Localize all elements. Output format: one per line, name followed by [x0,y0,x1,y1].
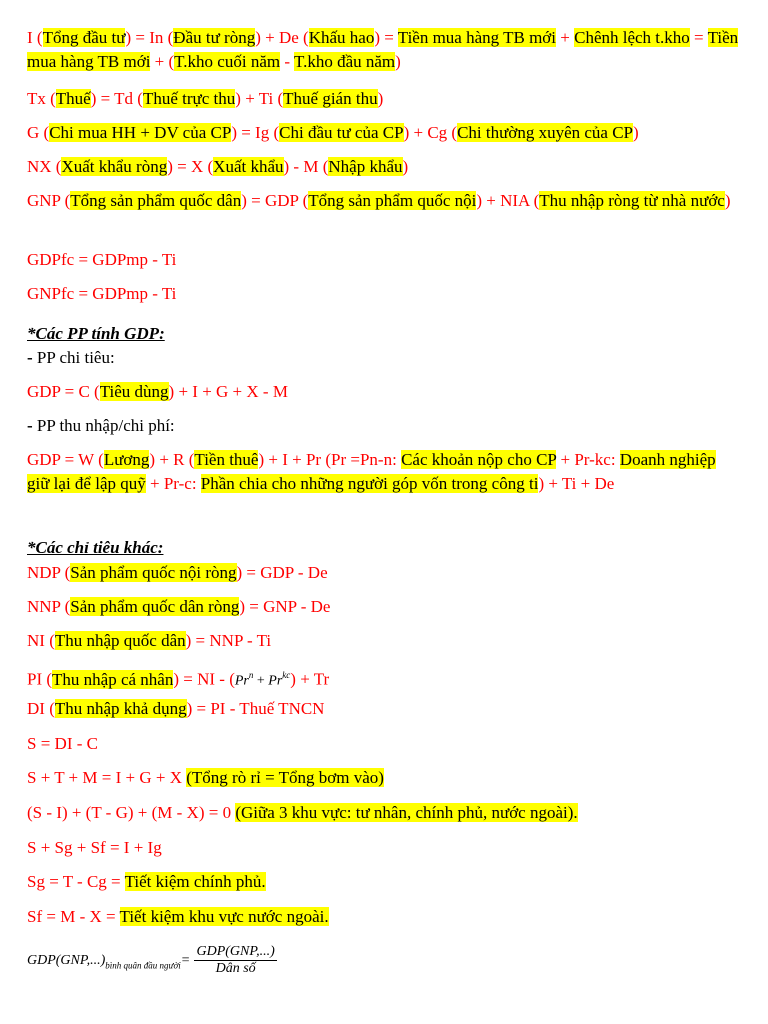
total-saving-formula: S + Sg + Sf = I + Ig [27,838,162,857]
di-formula: DI (Thu nhập khả dụng) = PI - Thuế TNCN [27,699,325,718]
tax-formula: Tx (Thuế) = Td (Thuế trực thu) + Ti (Thuế gián thu) [27,89,384,108]
section-heading-other-indicators: *Các chỉ tiêu khác: [27,538,164,557]
method-income-label: - PP thu nhập/chi phí: [27,416,175,435]
government-spending-formula: G (Chi mua HH + DV của CP) = Ig (Chi đầu tư của CP) + Cg (Chi thường xuyên của CP) [27,123,639,142]
gdp-income-formula: GDP = W (Lương) + R (Tiền thuê) + I + Pr (Pr =Pn-n: Các khoản nộp cho CP + Pr-kc: Doanh nghiệp giữ lại để lập quỹ + Pr-c: Phần chia cho những người góp vốn trong công ti) + Ti + De [27,450,716,493]
section-heading-gdp-methods: *Các PP tính GDP: [27,324,165,343]
saving-formula: S = DI - C [27,734,98,753]
gdp-per-capita-formula: $GDP(GNP,...)_{bình quân đầu người}=$ $\frac{\text{GDP(GNP,...)}}{\text{Dân số}}$ [27,943,275,976]
foreign-saving-formula: Sf = M - X = Tiết kiệm khu vực nước ngoài. [27,907,329,926]
government-saving-formula: Sg = T - Cg = Tiết kiệm chính phủ. [27,872,266,891]
gdp-expenditure-formula: GDP = C (Tiêu dùng) + I + G + X - M [27,382,288,401]
gdpfc-formula: GDPfc = GDPmp - Ti [27,250,177,269]
pi-formula: PI (Thu nhập cá nhân) = NI - $(Pr^n + Pr^{kc}) + Tr$ [27,669,330,689]
nnp-formula: NNP (Sản phẩm quốc dân ròng) = GNP - De [27,597,331,616]
method-expenditure-label: - PP chi tiêu: [27,348,115,367]
three-sector-formula: (S - I) + (T - G) + (M - X) = 0 (Giữa 3 khu vực: tư nhân, chính phủ, nước ngoài). [27,803,578,822]
net-export-formula: NX (Xuất khẩu ròng) = X (Xuất khẩu) - M (Nhập khẩu) [27,157,409,176]
gnpfc-formula: GNPfc = GDPmp - Ti [27,284,177,303]
gnp-formula: GNP (Tổng sản phẩm quốc dân) = GDP (Tổng sản phẩm quốc nội) + NIA (Thu nhập ròng từ nhà nước) [27,191,731,210]
investment-formula: I (Tổng đầu tư) = In (Đầu tư ròng) + De (Khấu hao) = Tiền mua hàng TB mới + Chênh lệch t.kho = Tiền mua hàng TB mới + (T.kho cuối năm - T.kho đầu năm) [27,28,739,71]
per-capita-fraction: $\frac{\text{GDP(GNP,...)}}{\text{Dân số}}$ [196,943,275,976]
ni-formula: NI (Thu nhập quốc dân) = NNP - Ti [27,631,272,650]
ndp-formula: NDP (Sản phẩm quốc nội ròng) = GDP - De [27,563,328,582]
leakage-injection-formula: S + T + M = I + G + X (Tổng rò rỉ = Tổng bơm vào) [27,768,384,787]
